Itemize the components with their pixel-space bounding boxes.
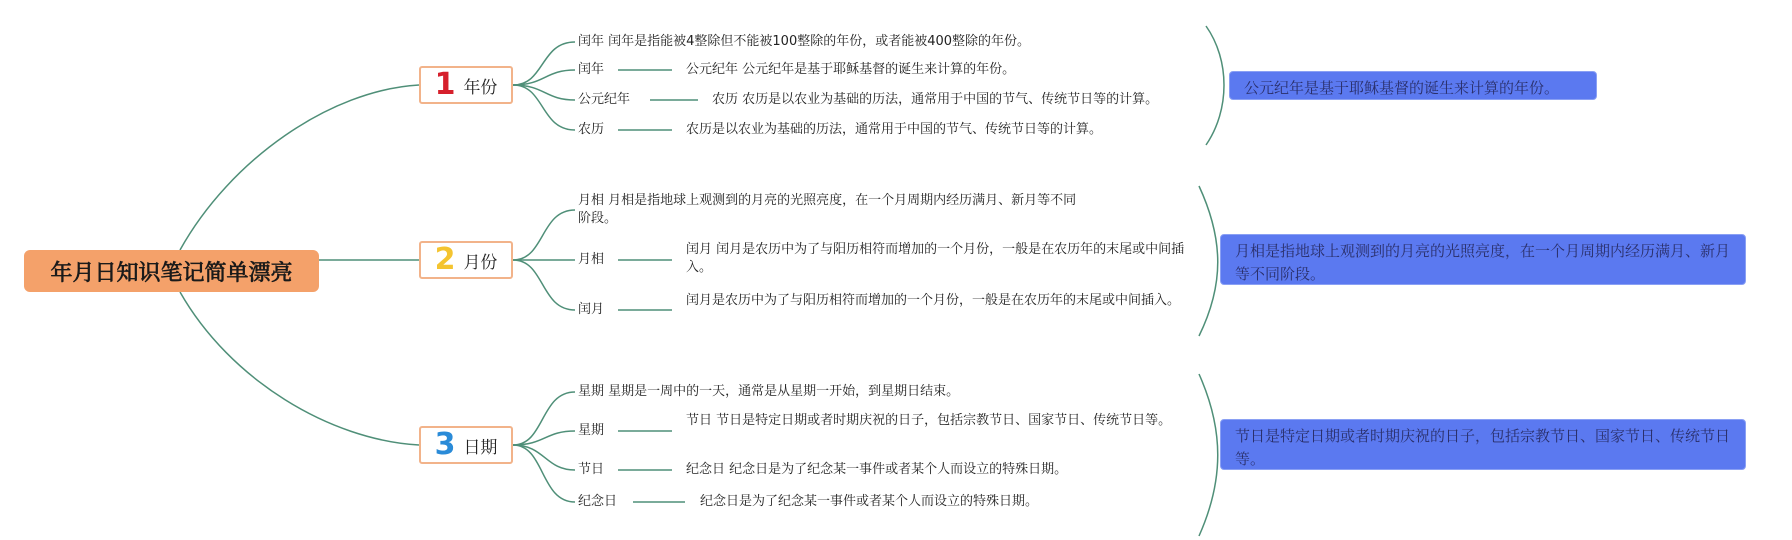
subtopic-lunar-calendar-def[interactable]: 农历 农历是以农业为基础的历法，通常用于中国的节气、传统节日等的计算。 bbox=[712, 92, 1159, 107]
subtopic-moon-phase[interactable]: 月相 bbox=[578, 252, 605, 267]
summary-date[interactable]: 节日是特定日期或者时期庆祝的日子，包括宗教节日、国家节日、传统节日等。 bbox=[1220, 419, 1746, 470]
subtopic-lunar-calendar-desc[interactable]: 农历是以农业为基础的历法，通常用于中国的节气、传统节日等的计算。 bbox=[686, 122, 1103, 137]
summary-month[interactable]: 月相是指地球上观测到的月亮的光照亮度，在一个月周期内经历满月、新月等不同阶段。 bbox=[1220, 234, 1746, 285]
topic-year[interactable] bbox=[419, 66, 513, 104]
subtopic-leap-month[interactable]: 闰月 bbox=[578, 302, 605, 317]
subtopic-weekday-def[interactable]: 星期 星期是一周中的一天，通常是从星期一开始，到星期日结束。 bbox=[578, 384, 960, 399]
subtopic-weekday[interactable]: 星期 bbox=[578, 423, 605, 438]
subtopic-leap-year[interactable]: 闰年 bbox=[578, 62, 605, 77]
subtopic-lunar-calendar[interactable]: 农历 bbox=[578, 122, 605, 137]
link-root-year bbox=[180, 85, 419, 250]
topic-number: 2 bbox=[434, 242, 456, 277]
root-topic[interactable]: 年月日知识笔记简单漂亮 bbox=[24, 250, 319, 292]
topic-month[interactable] bbox=[419, 241, 513, 279]
subtopic-leap-month-desc[interactable]: 闰月是农历中为了与阳历相符而增加的一个月份，一般是在农历年的末尾或中间插入。 bbox=[686, 293, 1181, 308]
link-root-date bbox=[180, 292, 419, 445]
topic-label: 日期 bbox=[463, 437, 498, 458]
subtopic-leap-year-def[interactable]: 闰年 闰年是指能被4整除但不能被100整除的年份，或者能被400整除的年份。 bbox=[578, 34, 1031, 49]
summary-year[interactable]: 公元纪年是基于耶稣基督的诞生来计算的年份。 bbox=[1229, 71, 1597, 100]
subtopic-anniversary[interactable]: 纪念日 bbox=[578, 494, 618, 509]
topic-number: 1 bbox=[434, 67, 456, 102]
topic-label: 年份 bbox=[463, 77, 498, 98]
subtopic-moon-phase-def[interactable]: 月相 月相是指地球上观测到的月亮的光照亮度，在一个月周期内经历满月、新月等不同阶段。 bbox=[578, 193, 1077, 226]
subtopic-anniversary-desc[interactable]: 纪念日是为了纪念某一事件或者某个人而设立的特殊日期。 bbox=[700, 494, 1039, 509]
subtopic-leap-month-def[interactable]: 闰月 闰月是农历中为了与阳历相符而增加的一个月份，一般是在农历年的末尾或中间插入。 bbox=[686, 242, 1185, 275]
subtopic-festival-def[interactable]: 节日 节日是特定日期或者时期庆祝的日子，包括宗教节日、国家节日、传统节日等。 bbox=[686, 413, 1172, 428]
subtopic-festival[interactable]: 节日 bbox=[578, 462, 605, 477]
topic-label: 月份 bbox=[463, 252, 498, 273]
subtopic-ad-era-def[interactable]: 公元纪年 公元纪年是基于耶稣基督的诞生来计算的年份。 bbox=[686, 62, 1016, 77]
topic-number: 3 bbox=[434, 427, 456, 462]
subtopic-anniversary-def[interactable]: 纪念日 纪念日是为了纪念某一事件或者某个人而设立的特殊日期。 bbox=[686, 462, 1068, 477]
topic-date[interactable] bbox=[419, 426, 513, 464]
subtopic-ad-era[interactable]: 公元纪年 bbox=[578, 92, 631, 107]
